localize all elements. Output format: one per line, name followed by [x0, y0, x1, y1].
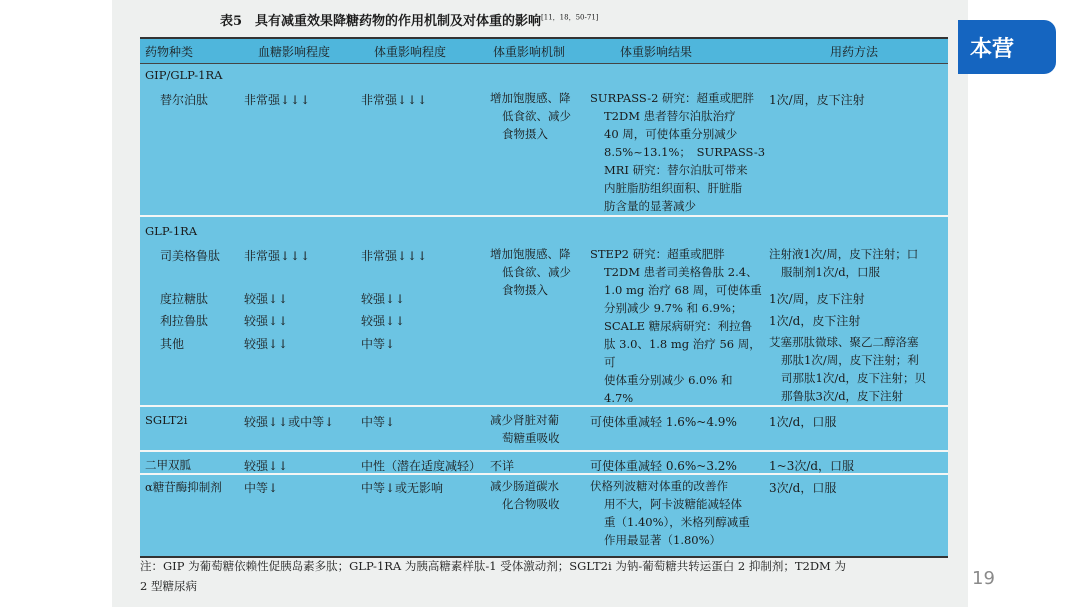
drug-name: 司美格鲁肽 [160, 249, 221, 263]
result-text: SURPASS-2 研究：超重或肥胖 T2DM 患者替尔泊肽治疗 40 周，可使体重分别减少 8.5%~13.1%； SURPASS-3 MRI 研究：替尔泊肽可带来 内脏脂肪组织面积、肝脏脂 肪含量的显著减少 [590, 91, 766, 213]
page-number: 19 [972, 568, 995, 589]
row-divider [140, 473, 948, 475]
glucose-effect: 非常强↓↓↓ [244, 93, 311, 107]
weight-effect: 非常强↓↓↓ [361, 93, 428, 107]
result-text: 伏格列波糖对体重的改善作 用不大，阿卡波糖能减轻体 重（1.40%），米格列醇减重 作用最显著（1.80%） [590, 479, 750, 547]
usage-text: 1次/周，皮下注射 [769, 292, 865, 306]
glucose-effect: 较强↓↓ [244, 337, 289, 351]
drug-name: 替尔泊肽 [160, 93, 209, 107]
weight-effect: 中等↓ [361, 415, 396, 429]
usage-text: 1次/周，皮下注射 [769, 93, 865, 107]
weight-effect: 中等↓ [361, 337, 396, 351]
data-table [140, 37, 948, 558]
glucose-effect: 较强↓↓ [244, 459, 289, 473]
usage-text: 1次/d，皮下注射 [769, 314, 861, 328]
table-header-row [140, 39, 948, 64]
glucose-effect: 非常强↓↓↓ [244, 249, 311, 263]
row-divider [140, 215, 948, 217]
result-text: 可使体重减轻 1.6%~4.9% [590, 415, 737, 429]
usage-text: 3次/d，口服 [769, 481, 837, 495]
usage-text: 1次/d，口服 [769, 415, 837, 429]
mechanism-text: 不详 [490, 459, 515, 473]
header-glucose-effect: 血糖影响程度 [258, 45, 331, 59]
mechanism-text: 增加饱腹感、降 低食欲、减少 食物摄入 [490, 91, 571, 141]
glucose-effect: 较强↓↓ [244, 314, 289, 328]
glucose-effect: 中等↓ [244, 481, 279, 495]
group-label-sglt2i: SGLT2i [145, 413, 188, 427]
header-drug-class: 药物种类 [145, 45, 194, 59]
glucose-effect: 较强↓↓或中等↓ [244, 415, 335, 429]
title-reference: [11，18，50-71] [541, 13, 599, 22]
weight-effect: 中等↓或无影响 [361, 481, 444, 495]
weight-effect: 非常强↓↓↓ [361, 249, 428, 263]
header-result: 体重影响结果 [620, 45, 693, 59]
mechanism-text: 增加饱腹感、降 低食欲、减少 食物摄入 [490, 247, 571, 297]
header-mechanism: 体重影响机制 [493, 45, 566, 59]
brand-badge-text: 本营 [970, 37, 1015, 62]
group-label-glp1ra: GLP-1RA [145, 224, 198, 238]
weight-effect: 较强↓↓ [361, 314, 406, 328]
group-label-alpha-glucosidase: α糖苷酶抑制剂 [145, 480, 222, 494]
result-text: 可使体重减轻 0.6%~3.2% [590, 459, 737, 473]
weight-effect: 中性（潜在适度减轻） [361, 459, 482, 473]
row-divider [140, 450, 948, 452]
group-label-metformin: 二甲双胍 [145, 458, 191, 472]
usage-text: 注射液1次/周，皮下注射；口 服制剂1次/d，口服 [769, 247, 919, 279]
header-weight-effect: 体重影响程度 [374, 45, 447, 59]
table-footnote: 注：GIP 为葡萄糖依赖性促胰岛素多肽；GLP-1RA 为胰高糖素样肽-1 受体激动剂；SGLT2i 为钠-葡萄糖共转运蛋白 2 抑制剂；T2DM 为 2 型糖尿病 [140, 559, 846, 593]
group-label-gip-glp1ra: GIP/GLP-1RA [145, 68, 223, 82]
mechanism-text: 减少肠道碳水 化合物吸收 [490, 479, 560, 511]
drug-name: 其他 [160, 337, 185, 351]
table-title: 表5 具有减重效果降糖药物的作用机制及对体重的影响[11，18，50-71] [220, 13, 599, 29]
row-divider [140, 405, 948, 407]
header-usage: 用药方法 [830, 45, 879, 59]
result-text: STEP2 研究：超重或肥胖 T2DM 患者司美格鲁肽 2.4、 1.0 mg 治疗 68 周，可使体重 分别减少 9.7% 和 6.9%； SCALE 糖尿病研究：利拉鲁 肽 3.0、1.8 mg 治疗 56 周，可 使体重分别减少 6.0% 和 4.7% [590, 247, 762, 405]
drug-name: 利拉鲁肽 [160, 314, 209, 328]
usage-text: 1~3次/d，口服 [769, 459, 855, 473]
usage-text: 艾塞那肽微球、聚乙二醇洛塞 那肽1次/周，皮下注射；利 司那肽1次/d，皮下注射；贝 那鲁肽3次/d，皮下注射 [769, 335, 927, 403]
drug-name: 度拉糖肽 [160, 292, 209, 306]
mechanism-text: 减少肾脏对葡 萄糖重吸收 [490, 413, 560, 445]
weight-effect: 较强↓↓ [361, 292, 406, 306]
brand-badge [958, 20, 1056, 74]
glucose-effect: 较强↓↓ [244, 292, 289, 306]
